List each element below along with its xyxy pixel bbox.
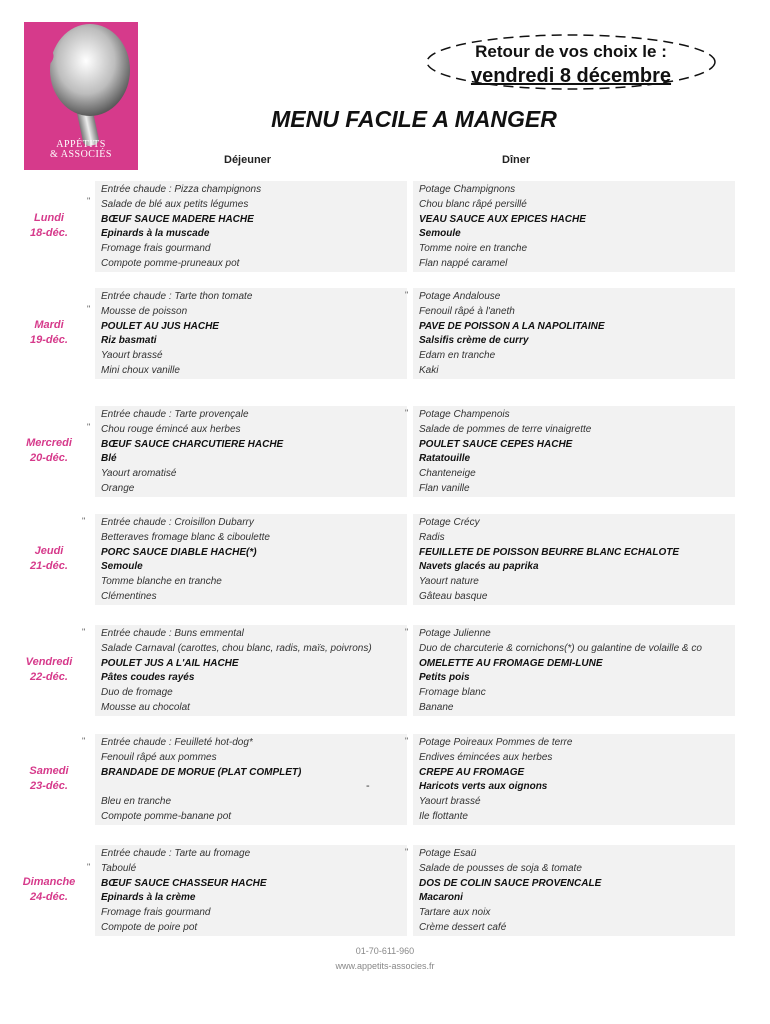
menu-item: Salsifis crème de curry [419, 335, 529, 347]
day-label [18, 211, 80, 241]
menu-item: Chou blanc râpé persillé [419, 198, 527, 210]
day-name: Dimanche [22, 876, 76, 888]
menu-item: Yaourt brassé [101, 350, 163, 362]
menu-item: Potage Champignons [419, 184, 516, 195]
note-mark: " [405, 408, 409, 418]
menu-item: Edam en tranche [419, 350, 496, 362]
menu-item [95, 780, 407, 795]
menu-item: POULET SAUCE CEPES HACHE [419, 438, 573, 450]
menu-item: BRANDADE DE MORUE (PLAT COMPLET) [101, 766, 302, 778]
menu-item: Entrée chaude : Croisillon Dubarry [101, 517, 254, 528]
menu-item: Potage Poireaux Pommes de terre [419, 737, 573, 748]
note-mark: " [405, 736, 409, 746]
menu-item: POULET JUS A L'AIL HACHE [101, 657, 239, 669]
footer-phone: 01-70-611-960 [355, 946, 415, 956]
logo-line-1: APPÉTITS [56, 139, 106, 150]
menu-item: Epinards à la muscade [101, 228, 210, 240]
diner-menu-cell [413, 406, 735, 497]
menu-item: Petits pois [419, 672, 470, 684]
day-date: 23-déc. [30, 780, 68, 792]
menu-item: CREPE AU FROMAGE [419, 766, 525, 778]
dejeuner-menu-cell [95, 406, 407, 497]
menu-item: OMELETTE AU FROMAGE DEMI-LUNE [419, 657, 603, 669]
menu-item: Crème dessert café [419, 921, 507, 933]
menu-item: DOS DE COLIN SAUCE PROVENCALE [419, 877, 602, 889]
menu-item: Tomme blanche en tranche [101, 576, 222, 588]
menu-item: Flan vanille [419, 482, 470, 494]
note-mark: " [87, 862, 91, 872]
note-mark: " [87, 196, 91, 206]
day-label [18, 764, 80, 794]
menu-item: Entrée chaude : Tarte thon tomate [101, 291, 253, 302]
return-label: Retour de vos choix le : [475, 42, 667, 61]
menu-item: Endives émincées aux herbes [419, 751, 553, 763]
day-name: Lundi [34, 212, 64, 224]
menu-item: Fenouil râpé à l'aneth [419, 305, 515, 317]
menu-item: Clémentines [101, 590, 157, 602]
dejeuner-menu-cell [95, 181, 407, 272]
day-label [18, 875, 80, 905]
menu-item: Haricots verts aux oignons [419, 781, 548, 793]
menu-item: Fromage frais gourmand [101, 243, 211, 255]
menu-item: Semoule [419, 228, 461, 240]
menu-item: Semoule [101, 561, 143, 573]
menu-item: Banane [419, 701, 454, 713]
note-mark: " [82, 736, 86, 746]
column-header-diner: Dîner [502, 154, 531, 166]
menu-item: Kaki [419, 364, 439, 376]
dejeuner-menu-cell [95, 625, 407, 716]
menu-item: Compote de poire pot [101, 921, 198, 933]
menu-item: Tartare aux noix [419, 907, 491, 919]
menu-item: Potage Esaü [419, 848, 477, 859]
menu-item: BŒUF SAUCE CHARCUTIERE HACHE [101, 438, 284, 450]
menu-item: BŒUF SAUCE MADERE HACHE [101, 213, 254, 225]
menu-item: Orange [101, 482, 135, 494]
day-date: 20-déc. [30, 452, 68, 464]
day-name: Samedi [29, 765, 69, 777]
menu-item: Tomme noire en tranche [419, 243, 528, 255]
menu-item: Macaroni [419, 892, 463, 904]
diner-menu-cell [413, 288, 735, 379]
page-title: MENU FACILE A MANGER [271, 106, 557, 132]
menu-item: Salade de pommes de terre vinaigrette [419, 423, 592, 435]
footer-website[interactable]: www.appetits-associes.fr [335, 961, 435, 971]
day-name: Vendredi [25, 656, 73, 668]
menu-item: Blé [101, 453, 117, 465]
menu-item: Fromage blanc [419, 687, 486, 699]
menu-item: Bleu en tranche [101, 796, 172, 808]
menu-item: Potage Crécy [419, 517, 480, 528]
menu-item: Fromage frais gourmand [101, 907, 211, 919]
diner-menu-cell [413, 625, 735, 716]
menu-item: Ile flottante [419, 810, 468, 822]
menu-item: Radis [419, 531, 445, 543]
menu-item: Gâteau basque [419, 590, 488, 602]
menu-item: Potage Andalouse [419, 291, 501, 302]
dash-mark: - [366, 780, 370, 792]
day-date: 18-déc. [30, 227, 68, 239]
day-name: Mercredi [26, 437, 72, 449]
menu-item: Ratatouille [419, 453, 471, 465]
dejeuner-menu-cell [95, 734, 407, 825]
diner-menu-cell [413, 845, 735, 936]
note-mark: " [87, 304, 91, 314]
note-mark: " [405, 290, 409, 300]
menu-item: POULET AU JUS HACHE [101, 320, 219, 332]
menu-item: Taboulé [101, 862, 137, 874]
dejeuner-menu-cell [95, 514, 407, 605]
diner-menu-cell [413, 514, 735, 605]
diner-menu-cell [413, 181, 735, 272]
menu-item: Chanteneige [419, 468, 476, 480]
logo-line-2: & ASSOCIÉS [50, 149, 112, 160]
menu-item: PORC SAUCE DIABLE HACHE(*) [101, 546, 257, 558]
note-mark: " [405, 847, 409, 857]
day-date: 21-déc. [30, 560, 68, 572]
menu-item: Entrée chaude : Feuilleté hot-dog* [101, 737, 253, 748]
menu-item: Riz basmati [101, 335, 157, 347]
menu-item: FEUILLETE DE POISSON BEURRE BLANC ECHALOTE [419, 546, 680, 558]
return-date: vendredi 8 décembre [470, 65, 672, 87]
menu-item: VEAU SAUCE AUX EPICES HACHE [419, 213, 586, 225]
day-label [18, 655, 80, 685]
menu-item: Mousse de poisson [101, 305, 188, 317]
menu-item: Entrée chaude : Buns emmental [101, 628, 244, 639]
menu-item: Mousse au chocolat [101, 701, 190, 713]
menu-item: Duo de charcuterie & cornichons(*) ou galantine de volaille & co [419, 642, 702, 654]
menu-item: Salade Carnaval (carottes, chou blanc, radis, maïs, poivrons) [101, 642, 372, 654]
dejeuner-menu-cell [95, 845, 407, 936]
menu-item: Entrée chaude : Tarte au fromage [101, 848, 251, 859]
note-mark: " [405, 627, 409, 637]
day-label [18, 318, 80, 348]
note-mark: " [82, 516, 86, 526]
return-date-notice [424, 32, 718, 92]
menu-item: Duo de fromage [101, 687, 173, 699]
menu-item: BŒUF SAUCE CHASSEUR HACHE [101, 877, 267, 889]
menu-item: Entrée chaude : Tarte provençale [101, 409, 249, 420]
day-name: Jeudi [34, 545, 64, 557]
menu-item: PAVE DE POISSON A LA NAPOLITAINE [419, 320, 605, 332]
day-date: 19-déc. [30, 334, 68, 346]
note-mark: " [82, 627, 86, 637]
menu-item: Potage Champenois [419, 409, 510, 420]
menu-item: Compote pomme-pruneaux pot [101, 257, 240, 269]
menu-item: Flan nappé caramel [419, 257, 508, 269]
menu-item: Entrée chaude : Pizza champignons [101, 184, 262, 195]
menu-item: Fenouil râpé aux pommes [101, 751, 217, 763]
menu-item: Pâtes coudes rayés [101, 672, 195, 684]
day-label [18, 436, 80, 466]
day-name: Mardi [34, 319, 64, 331]
diner-menu-cell [413, 734, 735, 825]
dejeuner-menu-cell [95, 288, 407, 379]
note-mark: " [87, 422, 91, 432]
day-label [18, 544, 80, 574]
menu-item: Mini choux vanille [101, 364, 180, 376]
menu-item: Yaourt brassé [419, 796, 481, 808]
menu-item: Betteraves fromage blanc & ciboulette [101, 531, 270, 543]
day-date: 22-déc. [30, 671, 68, 683]
menu-item: Salade de pousses de soja & tomate [419, 862, 582, 874]
menu-item: Yaourt aromatisé [101, 468, 177, 480]
menu-item: Salade de blé aux petits légumes [101, 198, 249, 210]
menu-item: Compote pomme-banane pot [101, 810, 232, 822]
menu-item: Yaourt nature [419, 576, 479, 588]
menu-item: Epinards à la crème [101, 892, 196, 904]
column-header-dejeuner: Déjeuner [224, 154, 272, 166]
menu-item: Chou rouge émincé aux herbes [101, 423, 241, 435]
menu-item: Potage Julienne [419, 628, 491, 639]
menu-item: Navets glacés au paprika [419, 561, 539, 573]
brand-logo [24, 22, 138, 170]
day-date: 24-déc. [30, 891, 68, 903]
